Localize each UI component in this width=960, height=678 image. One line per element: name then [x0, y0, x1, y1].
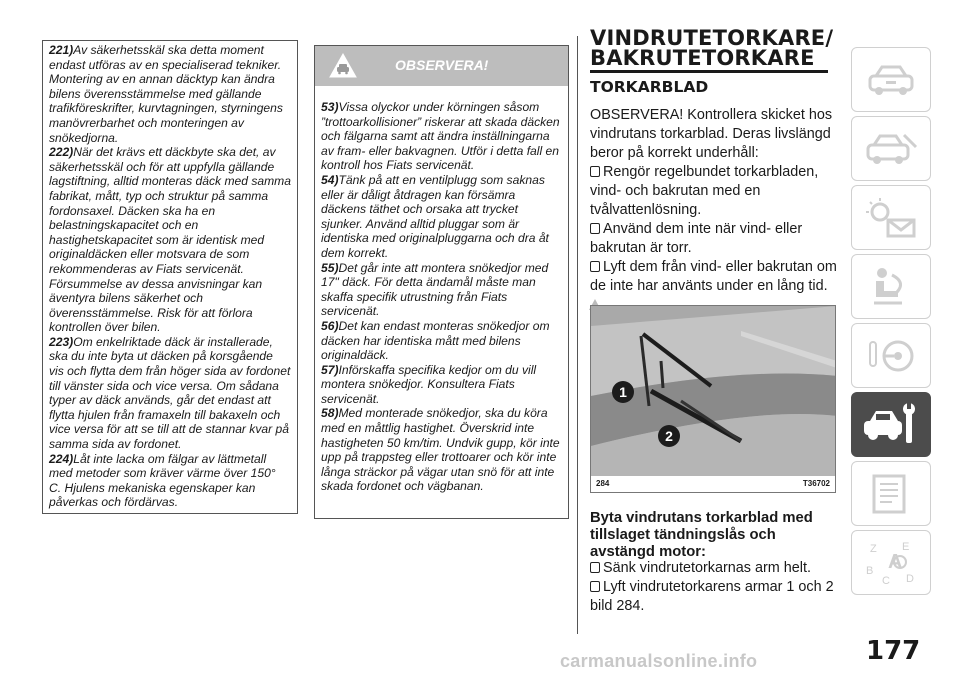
observera-body — [321, 86, 562, 494]
svg-text:Z: Z — [870, 542, 877, 555]
column-divider — [577, 36, 578, 634]
bullet-icon — [590, 223, 600, 234]
note-54: 54)Tänk på att en ventilplugg som saknas eller är dåligt åtdragen kan försämra däckens täthet och orsaka att trycket sjunker. Använd alltid pluggar som är identiska med originalpluggarna och dra åt dem korrekt. — [321, 172, 549, 260]
note-55: 55)Det går inte att montera snökedjor med 17" däck. För detta ändamål måste man skaffa specifik utrustning från Fiats servicenät. — [321, 260, 549, 319]
figure-number: 284 — [596, 479, 610, 488]
intro-text: OBSERVERA! Kontrollera skicket hos vindrutans torkarblad. Deras livslängd beror på korrekt underhåll: — [590, 107, 833, 161]
watermark: carmanualsonline.info — [560, 651, 758, 671]
start-drive-icon — [864, 334, 918, 378]
index-icon — [862, 538, 920, 588]
wiper-illustration — [591, 306, 836, 478]
note-57: 57)Införskaffa specifika kedjor om du vill montera snökedjor. Konsultera Fiats servicenät. — [321, 362, 537, 406]
observera-box — [314, 45, 569, 519]
observera-header — [315, 46, 568, 86]
bullet-icon — [590, 166, 600, 177]
observera-title: OBSERVERA! — [395, 57, 489, 73]
note-221: 221)Av säkerhetsskäl ska detta moment endast utföras av en specialiserad tekniker. Montering av en annan däcktyp kan ändra bilens överensstämmelse med gällande trafikföreskrifter, kurvtagningen, styrningens manövrerbarhet och monteringen av snökedjorna. — [49, 43, 283, 145]
figure-code: T36702 — [802, 479, 830, 488]
tab-car-maintenance[interactable] — [851, 392, 931, 457]
tab-seat-airbag[interactable] — [851, 254, 931, 319]
callout-2-label: 2 — [665, 428, 673, 444]
svg-text:A: A — [888, 550, 903, 573]
car-dashboard-icon — [864, 129, 918, 169]
car-warning-icon — [329, 53, 357, 79]
technical-data-icon — [864, 472, 918, 516]
figure-caption — [591, 476, 835, 492]
bullet-icon — [590, 562, 600, 573]
note-222: 222)När det krävs ett däckbyte ska det, av säkerhetsskäl och för att uppfylla gällande lagstiftning, alltid monteras däck med samma fabrikat, mått, typ och struktur på samma fordonsaxel. Däcken ska ha en belastningskapacitet och en hastighetskapacitet som är identisk med originaldäcken eller motsvara de som rekommenderas av Fiats servicenät. Försummelse av dessa anvisningar kan äventyra bilens säkerhet och överensstämmelse. Risk för att förlora kontrollen över bilen. — [49, 145, 291, 335]
tab-technical-data[interactable] — [851, 461, 931, 526]
replace-wiper-heading: Byta vindrutans torkarblad med tillslaget tändningslås och avstängd motor: — [590, 510, 813, 560]
note-56: 56)Det kan endast monteras snökedjor om däcken har identiska mått med bilens originaldäck. — [321, 318, 550, 363]
svg-text:C: C — [882, 574, 890, 587]
page-number: 177 — [866, 636, 921, 666]
light-warning-icon — [864, 196, 918, 240]
note-224: 224)Låt inte lacka om fälgar av lättmetall med metoder som kräver värme över 150° C. Hjulens mekaniska egenskaper kan påverkas och fördärvas. — [49, 451, 276, 510]
bullet-item: Lyft dem från vind- eller bakrutan om de inte har använts under en lång tid. — [590, 259, 837, 294]
tab-start-drive[interactable] — [851, 323, 931, 388]
wiper-figure — [590, 305, 836, 493]
section-title-line1: VINDRUTETORKARE/ — [590, 26, 834, 50]
note-58: 58)Med monterade snökedjor, ska du köra med en måttlig hastighet. Överskrid inte hastigheten 50 km/tim. Undvik gupp, kör inte upp på trappsteg eller trottoarer och kör inte långa sträckor på vägar utan snö för att inte skada fordonet och vägbanan. — [321, 406, 560, 494]
bullet-item: Rengör regelbundet torkarbladen, vind- och bakrutan med en tvålvattenlösning. — [590, 164, 819, 218]
section-subtitle: TORKARBLAD — [590, 78, 709, 96]
tab-light-warning[interactable] — [851, 185, 931, 250]
svg-text:B: B — [866, 564, 874, 577]
section-title-line2: BAKRUTETORKARE — [590, 46, 815, 70]
note-53: 53)Vissa olyckor under körningen såsom ”trottoarkollisioner” riskerar att skada däcken och fälgarna samt att ändra inställningarna av fram- eller bakvagnen. Utför i detta fall en kontroll hos Fiats servicenät. — [321, 100, 560, 173]
tab-car-dashboard[interactable] — [851, 116, 931, 181]
callout-1-label: 1 — [619, 384, 627, 400]
bullet-icon — [590, 261, 600, 272]
bullet-icon — [590, 581, 600, 592]
car-maintenance-icon — [862, 403, 920, 447]
title-rule — [590, 70, 828, 73]
step-item: Lyft vindrutetorkarens armar 1 och 2 bild 284. — [590, 579, 834, 614]
seat-airbag-icon — [864, 265, 918, 309]
chapter-tabs — [851, 47, 933, 599]
wiper-section — [590, 28, 838, 323]
step-item: Sänk vindrutetorkarnas arm helt. — [590, 559, 838, 578]
svg-text:E: E — [902, 540, 910, 553]
left-notes-box — [42, 40, 298, 514]
note-223: 223)Om enkelriktade däck är installerade, ska du inte byta ut däcken på korsgående vis och flytta dem från höger sida av fordonet till vänster sida och vice versa. Om sådana typer av däck används, går det endast att flytta hjulen från framaxeln till bakaxeln och vice versa för att se till att de stannar kvar på samma sida av fordonet. — [49, 334, 291, 452]
tab-index[interactable] — [851, 530, 931, 595]
replace-wiper-steps — [590, 559, 838, 616]
car-info-icon — [864, 60, 918, 100]
tab-car-info[interactable] — [851, 47, 931, 112]
bullet-item: Använd dem inte när vind- eller bakrutan är torr. — [590, 221, 803, 256]
svg-text:D: D — [906, 572, 914, 585]
